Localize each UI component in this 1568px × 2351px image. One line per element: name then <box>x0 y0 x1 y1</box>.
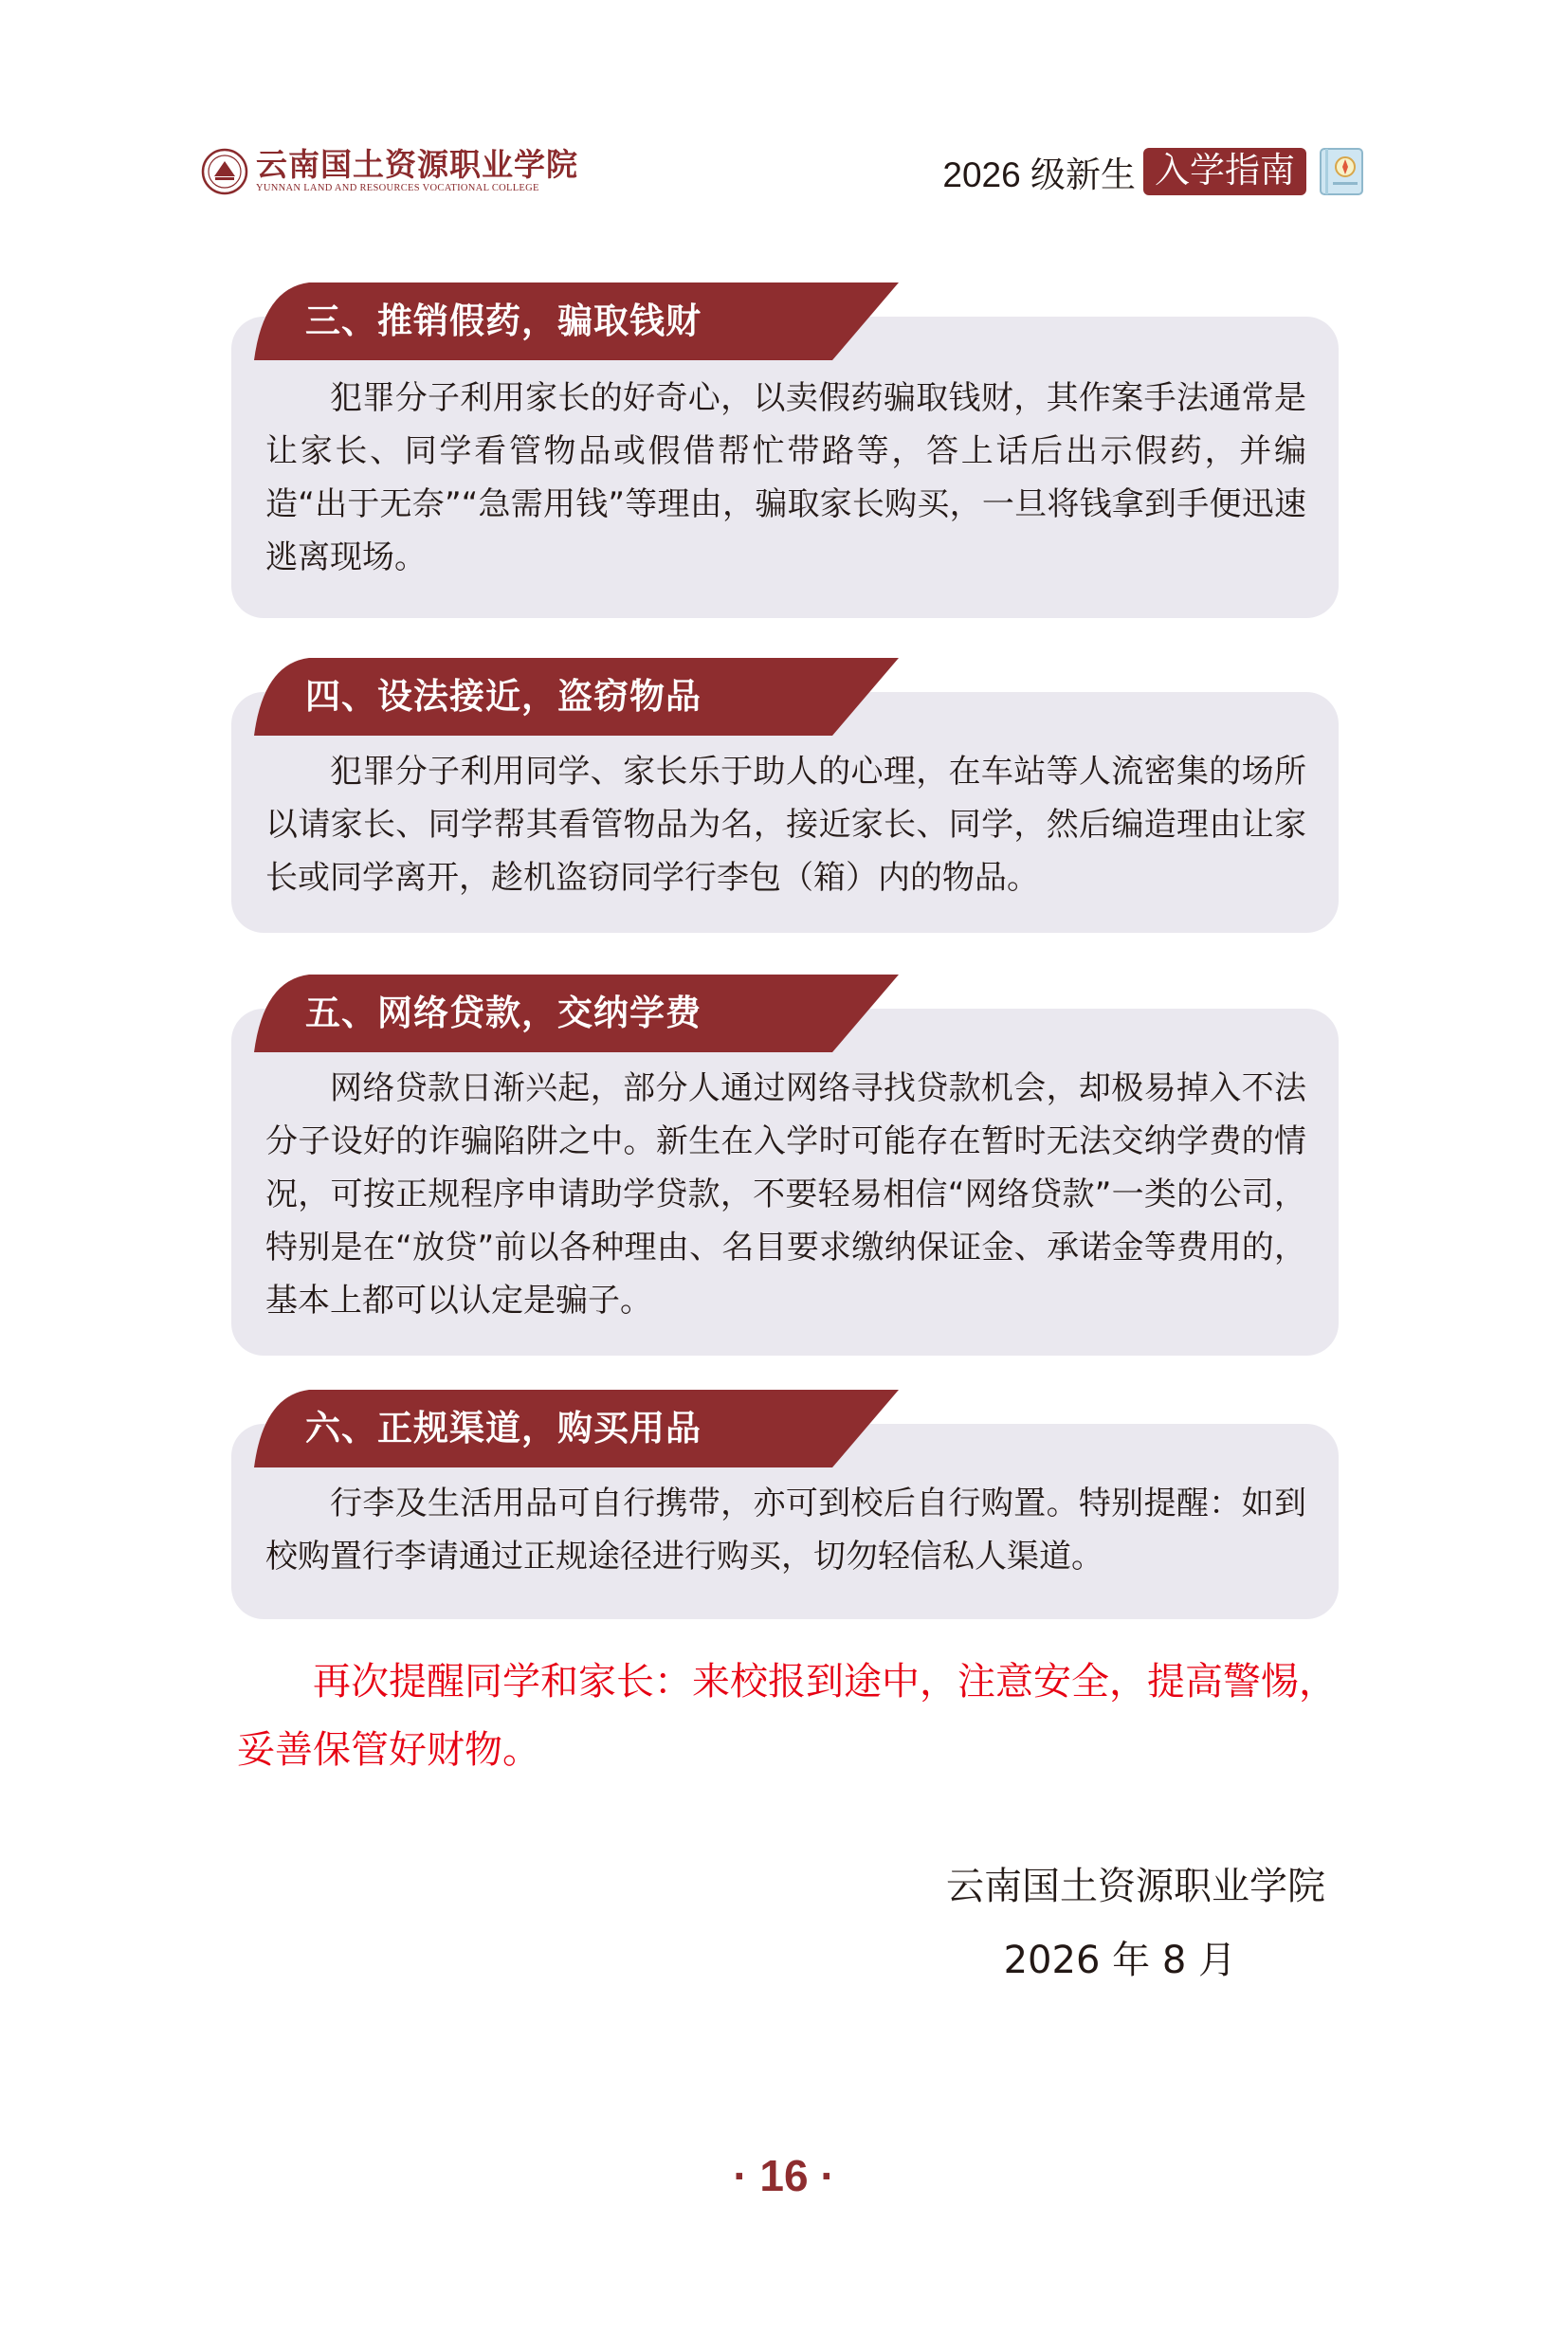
section-online-loan <box>231 975 1339 1356</box>
section-body: 犯罪分子利用同学、家长乐于助人的心理，在车站等人流密集的场所以请家长、同学帮其看管物品为名，接近家长、同学，然后编造理由让家长或同学离开，趁机盗窃同学行李包（箱）内的物品。 <box>265 753 1306 897</box>
section-title: 四、设法接近，盗窃物品 <box>305 676 702 717</box>
section-title-tab <box>254 975 899 1052</box>
guide-title-badge: 入学指南 <box>1143 148 1306 195</box>
section-body: 网络贷款日渐兴起，部分人通过网络寻找贷款机会，却极易掉入不法分子设好的诈骗陷阱之中。新生在入学时可能存在暂时无法交纳学费的情况，可按正规程序申请助学贷款，不要轻易相信“网络贷款”一类的公司，特别是在“放贷”前以各种理由、名目要求缴纳保证金、承诺金等费用的，基本上都可以认定是骗子。 <box>265 1069 1306 1320</box>
signature-date: 2026 年 8 月 <box>1003 1939 1236 1982</box>
section-theft <box>231 658 1339 933</box>
school-logo <box>201 142 578 201</box>
school-name-cn: 云南国土资源职业学院 <box>256 146 578 183</box>
section-purchase <box>231 1390 1339 1619</box>
section-title-tab <box>254 658 899 736</box>
guide-header <box>942 144 1367 199</box>
signature-organization: 云南国土资源职业学院 <box>946 1865 1325 1908</box>
section-fake-medicine <box>231 282 1339 618</box>
safety-reminder: 再次提醒同学和家长：来校报到途中，注意安全，提高警惕，妥善保管好财物。 <box>237 1660 1337 1772</box>
school-emblem-icon <box>201 148 248 195</box>
school-name-en: YUNNAN LAND AND RESOURCES VOCATIONAL COLLEGE <box>256 183 539 193</box>
section-title: 六、正规渠道，购买用品 <box>305 1408 702 1449</box>
page-number: · 16 · <box>733 2151 835 2200</box>
compass-book-icon <box>1318 146 1367 197</box>
section-title: 三、推销假药，骗取钱财 <box>305 301 702 341</box>
section-body: 行李及生活用品可自行携带，亦可到校后自行购置。特别提醒：如到校购置行李请通过正规途径进行购买，切勿轻信私人渠道。 <box>265 1485 1306 1576</box>
section-title-tab <box>254 282 899 360</box>
guide-year: 2026 级新生 <box>942 155 1136 194</box>
section-body: 犯罪分子利用家长的好奇心，以卖假药骗取钱财，其作案手法通常是让家长、同学看管物品或假借帮忙带路等，答上话后出示假药，并编造“出于无奈”“急需用钱”等理由，骗取家长购买，一旦将钱拿到手便迅速逃离现场。 <box>265 379 1306 576</box>
section-title: 五、网络贷款，交纳学费 <box>305 993 702 1033</box>
section-title-tab <box>254 1390 899 1467</box>
